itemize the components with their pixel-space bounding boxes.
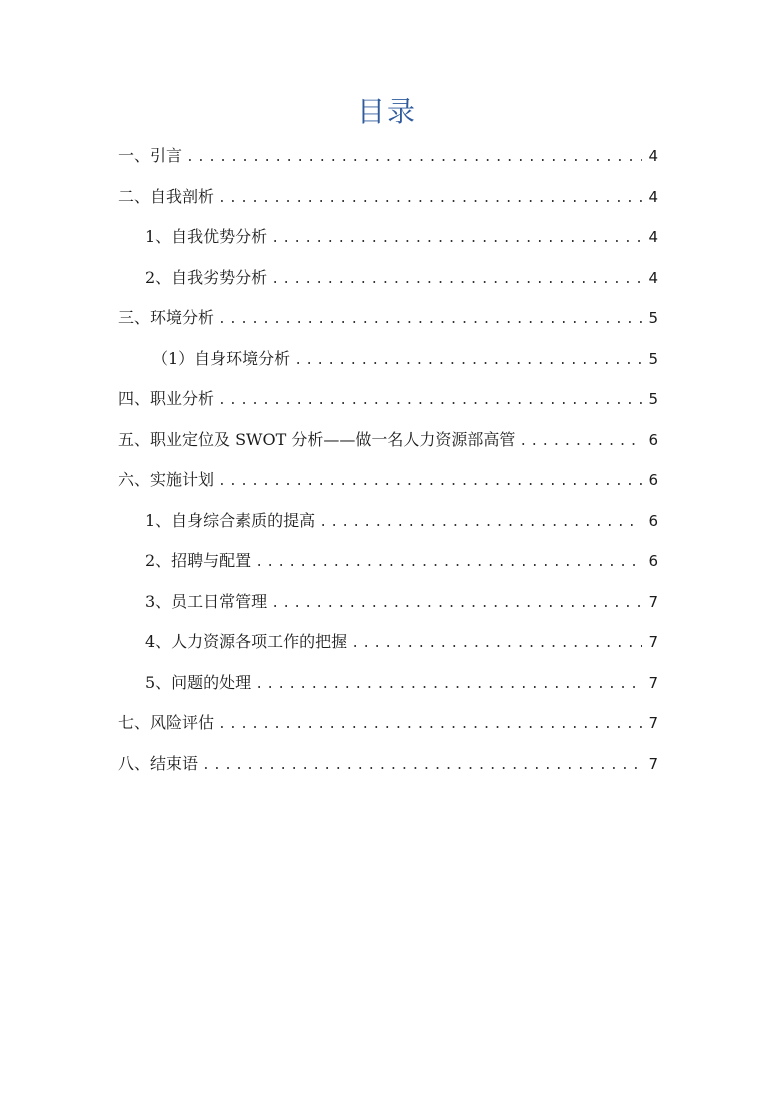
toc-entry-page-number: 4 [648,228,658,246]
toc-entry-label: 七、风险评估 [118,713,215,732]
toc-entry-problem-handling[interactable] [118,663,658,704]
toc-entry-self-improvement[interactable] [118,501,658,542]
toc-entry-staff-management[interactable] [118,582,658,623]
toc-dot-leader [218,381,642,422]
toc-dot-leader [218,300,642,341]
toc-entry-label: 六、实施计划 [118,470,215,489]
toc-entry-label: （1）自身环境分析 [152,348,291,368]
toc-dot-leader [186,138,642,179]
toc-entry-label: 3、员工日常管理 [145,591,268,611]
toc-list [118,136,658,784]
toc-entry-conclusion[interactable] [118,744,658,785]
toc-dot-leader [519,422,642,463]
toc-entry-page-number: 7 [648,673,658,692]
toc-entry-label: 1、自我优势分析 [145,227,268,246]
toc-entry-page-number: 6 [648,552,658,570]
toc-dot-leader [218,705,642,746]
toc-entry-environment-analysis[interactable] [118,298,658,339]
toc-entry-weaknesses[interactable] [118,258,658,299]
toc-entry-label: 四、职业分析 [118,389,215,408]
toc-dot-leader [255,665,642,706]
toc-entry-risk-assessment[interactable] [118,703,658,744]
toc-dot-leader [271,260,642,301]
toc-entry-label: 五、职业定位及 SWOT 分析——做一名人力资源部高管 [118,429,516,449]
toc-dot-leader [218,462,642,503]
toc-dot-leader [218,179,642,220]
toc-entry-career-analysis[interactable] [118,379,658,420]
toc-entry-label: 2、自我劣势分析 [145,267,268,287]
toc-dot-leader [202,746,642,787]
toc-entry-page-number: 7 [648,592,658,611]
toc-entry-hr-work[interactable] [118,622,658,663]
toc-entry-page-number: 6 [648,471,658,489]
toc-entry-label: 八、结束语 [118,753,199,773]
toc-dot-leader [255,543,642,584]
toc-entry-page-number: 7 [648,633,658,651]
toc-entry-recruitment[interactable] [118,541,658,582]
toc-entry-page-number: 4 [648,268,658,287]
toc-entry-page-number: 5 [648,349,658,368]
toc-entry-label: 1、自身综合素质的提高 [145,510,316,530]
toc-entry-page-number: 4 [648,187,658,206]
toc-entry-label: 4、人力资源各项工作的把握 [145,632,348,651]
toc-dot-leader [319,503,642,544]
toc-entry-own-environment[interactable] [118,339,658,380]
toc-entry-page-number: 5 [648,309,658,327]
toc-dot-leader [271,219,642,260]
toc-entry-implementation-plan[interactable] [118,460,658,501]
toc-entry-self-analysis[interactable] [118,177,658,218]
toc-dot-leader [351,624,642,665]
toc-entry-swot-positioning[interactable] [118,420,658,461]
toc-entry-label: 5、问题的处理 [145,672,252,692]
toc-entry-strengths[interactable] [118,217,658,258]
toc-entry-page-number: 4 [648,147,658,165]
toc-dot-leader [271,584,642,625]
toc-entry-label: 三、环境分析 [118,308,215,327]
toc-entry-label: 2、招聘与配置 [145,551,252,570]
toc-entry-page-number: 6 [648,511,658,530]
toc-entry-page-number: 5 [648,390,658,408]
toc-entry-page-number: 7 [648,754,658,773]
toc-entry-label: 一、引言 [118,146,183,165]
toc-entry-label: 二、自我剖析 [118,186,215,206]
toc-entry-introduction[interactable] [118,136,658,177]
toc-entry-page-number: 6 [648,430,658,449]
toc-title: 目录 [356,95,417,128]
toc-entry-page-number: 7 [648,714,658,732]
toc-dot-leader [294,341,642,382]
